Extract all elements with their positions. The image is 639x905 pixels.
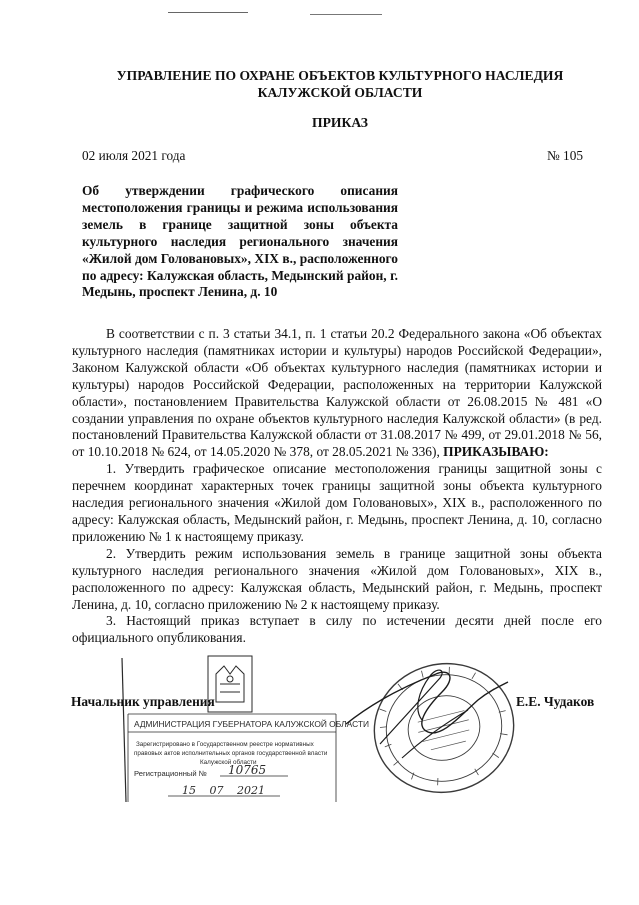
stamp-line-2: правовых актов исполнительных органов государственной власти bbox=[134, 750, 328, 757]
document-date: 02 июля 2021 года bbox=[82, 148, 186, 163]
stamp-title: АДМИНИСТРАЦИЯ ГУБЕРНАТОРА КАЛУЖСКОЙ ОБЛАСТИ bbox=[134, 719, 369, 729]
scan-top-mark-2 bbox=[310, 14, 382, 15]
signatory-name: Е.Е. Чудаков bbox=[516, 694, 595, 709]
stamp-reg-number: 10765 bbox=[228, 763, 267, 777]
preamble-text: В соответствии с п. 3 статьи 34.1, п. 1 статьи 20.2 Федерального закона «Об объектах культурного наследия (памятниках истории и культуры) народов Российской Федерации», Законом Калужской области «Об объектах культурного наследия (памятниках истории и культуры) народов Российской Федерации, расположенных на территории Калужской области», постановлением Правительства Калужской области от 26.08.2015 № 481 «О создании управления по охране объектов культурного наследия Калужской области» (в ред. постановлений Правительства Калужской области от 31.08.2017 № 499, от 29.01.2018 № 56, от 10.10.2018 № 624, от 14.05.2020 № 378, от 28.05.2021 № 336), bbox=[72, 326, 602, 460]
scan-top-mark bbox=[168, 12, 248, 13]
document-type: ПРИКАЗ bbox=[312, 115, 368, 130]
org-name-line2: КАЛУЖСКОЙ ОБЛАСТИ bbox=[257, 85, 423, 100]
document-subject: Об утверждении графического описания местоположения границы и режима использования земель в границе защитной зоны объекта культурного наследия регионального значения «Жилой дом Головановых», XIX в., расположенного по адресу: Калужская область, Медынский район, г. Медынь, проспект Ленина, д. 10 bbox=[82, 183, 398, 300]
command-word: ПРИКАЗЫВАЮ: bbox=[443, 444, 549, 460]
preamble-paragraph bbox=[72, 326, 602, 461]
order-item-3: 3. Настоящий приказ вступает в силу по истечении десяти дней после его официального опубликования. bbox=[72, 613, 602, 646]
stamp-line-3: Калужской области bbox=[200, 759, 257, 766]
stamp-line-1: Зарегистрировано в Государственном реестре нормативных bbox=[136, 741, 314, 748]
stamp-reg-label: Регистрационный № bbox=[134, 769, 207, 778]
stamp-reg-date: 15 07 2021 bbox=[182, 784, 265, 797]
order-item-2: 2. Утвердить режим использования земель в границе защитной зоны объекта культурного наследия регионального значения «Жилой дом Головановых», XIX в., расположенного по адресу: Калужская область, Медынский район, г. Медынь, проспект Ленина, д. 10, согласно приложению № 2 к настоящему приказу. bbox=[72, 545, 602, 612]
org-name-line1: УПРАВЛЕНИЕ ПО ОХРАНЕ ОБЪЕКТОВ КУЛЬТУРНОГО НАСЛЕДИЯ bbox=[116, 68, 564, 83]
signatory-position: Начальник управления bbox=[71, 694, 215, 709]
document-body bbox=[72, 326, 602, 647]
handwritten-signature bbox=[318, 640, 528, 780]
document-number: № 105 bbox=[547, 148, 583, 163]
order-item-1: 1. Утвердить графическое описание местоположения границы защитной зоны с перечнем координат характерных точек границы защитной зоны объекта культурного наследия регионального значения «Жилой дом Головановых», XIX в., расположенного по адресу: Калужская область, Медынский район, г. Медынь, проспект Ленина, д. 10, согласно приложению № 1 к настоящему приказу. bbox=[72, 461, 602, 544]
registration-stamp bbox=[120, 652, 369, 804]
